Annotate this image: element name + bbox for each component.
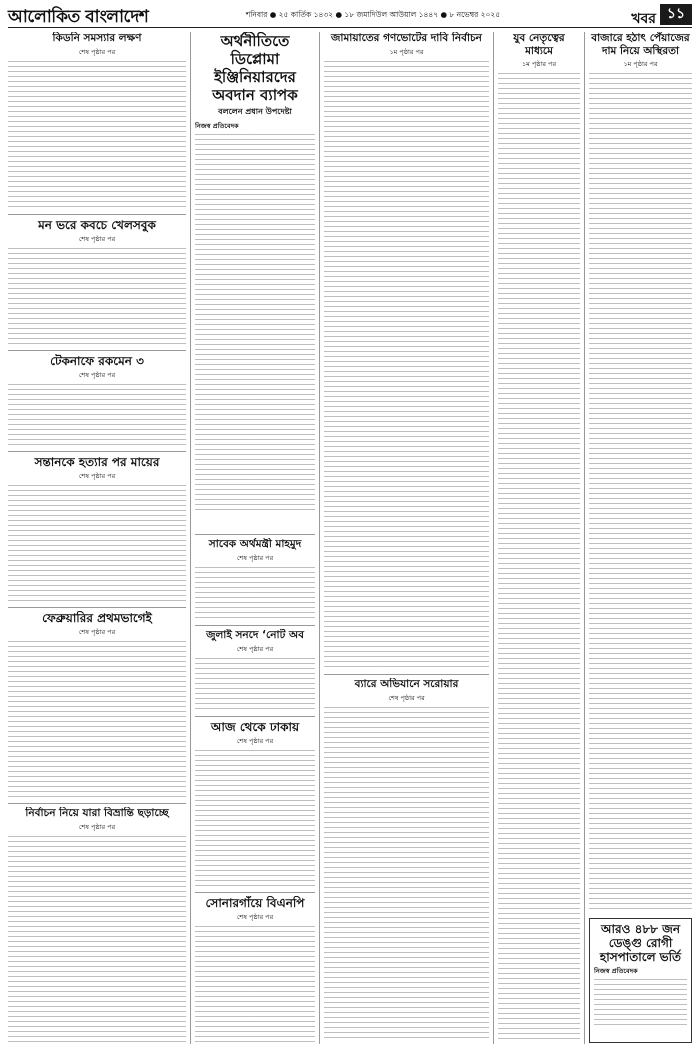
text-lines — [8, 836, 186, 1043]
headline: টেকনাফে রকমেন ৩ — [50, 354, 144, 368]
article-dengue[interactable] — [589, 918, 692, 1043]
text-lines — [589, 73, 692, 912]
headline: কিডনি সমস্যার লক্ষণ — [52, 32, 142, 44]
article-sabek[interactable] — [195, 538, 315, 623]
continued-label: ১ম পৃষ্ঠার পর — [521, 60, 557, 69]
masthead — [8, 4, 692, 28]
article-mon[interactable] — [8, 218, 186, 348]
text-lines — [8, 641, 186, 801]
text-lines — [8, 485, 186, 605]
headline: জুলাই সনদে ‘নোট অব — [206, 629, 304, 641]
headline: আরও ৪৮৮ জন ডেঙ্গু রোগী হাসপাতালে ভর্তি — [599, 922, 682, 964]
column-rule — [493, 32, 494, 1044]
article-bridge[interactable] — [324, 678, 489, 1043]
section-name: খবর — [631, 11, 656, 27]
continued-label: শেষ পৃষ্ঠার পর — [78, 822, 116, 831]
text-lines — [324, 61, 489, 671]
article-technique[interactable] — [8, 354, 186, 449]
byline: নিজস্ব প্রতিবেদক — [594, 967, 638, 976]
divider — [8, 350, 186, 351]
headline: বাজারে হঠাৎ পেঁয়াজের দাম নিয়ে অস্থিরতা — [591, 32, 690, 57]
continued-label: শেষ পৃষ্ঠার পর — [78, 235, 116, 244]
article-kidney[interactable] — [8, 32, 186, 212]
headline: নির্বাচন নিয়ে যারা বিভ্রান্তি ছড়াচ্ছে — [25, 807, 169, 819]
continued-label: শেষ পৃষ্ঠার পর — [388, 693, 425, 702]
divider — [8, 607, 186, 608]
subheadline: বললেন প্রধান উপদেষ্টা — [218, 107, 292, 116]
headline: ফেব্রুয়ারির প্রথমভাগেই — [42, 611, 152, 625]
column-rule — [319, 32, 320, 1044]
article-sontan[interactable] — [8, 455, 186, 605]
page-number: ১১ — [660, 4, 692, 25]
article-nirbachon[interactable] — [8, 807, 186, 1043]
divider — [8, 803, 186, 804]
text-lines — [324, 707, 489, 1042]
continued-label: শেষ পৃষ্ঠার পর — [78, 472, 116, 481]
divider — [195, 716, 315, 717]
continued-label: শেষ পৃষ্ঠার পর — [236, 913, 274, 922]
text-lines — [8, 61, 186, 211]
continued-label: শেষ পৃষ্ঠার পর — [236, 644, 274, 653]
article-aaj[interactable] — [195, 720, 315, 890]
continued-label: শেষ পৃষ্ঠার পর — [236, 737, 274, 746]
text-lines — [195, 134, 315, 514]
text-lines — [195, 750, 315, 890]
text-lines — [498, 73, 580, 1043]
headline: সন্তানকে হত্যার পর মায়ের — [34, 455, 160, 469]
headline: অর্থনীতিতে ডিপ্লোমা ইঞ্জিনিয়ারদের অবদান ব্যাপক — [212, 32, 298, 104]
column-rule — [584, 32, 585, 1044]
newspaper-logo[interactable]: আলোকিত বাংলাদেশ — [8, 7, 149, 27]
article-jamaat[interactable] — [324, 32, 489, 672]
divider — [324, 674, 489, 675]
article-jubo[interactable] — [498, 32, 580, 1043]
article-july[interactable] — [195, 629, 315, 714]
continued-label: শেষ পৃষ্ঠার পর — [78, 628, 116, 637]
headline: জামায়াতের গণভোটের দাবি নির্বাচন — [331, 32, 482, 44]
column-rule — [190, 32, 191, 1044]
continued-label: শেষ পৃষ্ঠার পর — [78, 47, 116, 56]
divider — [8, 214, 186, 215]
text-lines — [8, 384, 186, 449]
text-lines — [195, 926, 315, 1043]
divider — [195, 625, 315, 626]
divider — [195, 892, 315, 893]
article-diploma[interactable] — [195, 32, 315, 532]
article-february[interactable] — [8, 611, 186, 801]
continued-label: শেষ পৃষ্ঠার পর — [78, 371, 116, 380]
text-lines — [8, 248, 186, 348]
headline: সাবেক অর্থমন্ত্রী মাহমুদ — [208, 538, 302, 550]
continued-label: ১ম পৃষ্ঠার পর — [389, 47, 424, 56]
headline: মন ভরে কবচে খেলসবুক — [38, 218, 156, 232]
continued-label: শেষ পৃষ্ঠার পর — [236, 553, 274, 562]
byline: নিজস্ব প্রতিবেদক — [195, 122, 239, 130]
article-bazar[interactable] — [589, 32, 692, 912]
text-lines — [195, 567, 315, 622]
headline: সোনারগাঁয়ে বিএনপি — [205, 896, 305, 910]
headline: আজ থেকে ঢাকায় — [210, 720, 300, 734]
headline: যুব নেতৃত্বের মাধ্যমে — [513, 32, 565, 57]
divider — [8, 451, 186, 452]
text-lines — [195, 658, 315, 713]
divider — [195, 534, 315, 535]
text-lines — [594, 979, 687, 1029]
dateline: শনিবার ● ২৫ কার্তিক ১৪৩২ ● ১৮ জমাদিউল আউয়াল ১৪৪৭ ● ৮ নভেম্বর ২০২৫ — [245, 10, 501, 19]
continued-label: ১ম পৃষ্ঠার পর — [623, 60, 658, 69]
headline: ব্যারে অভিযানে সরোয়ার — [354, 678, 459, 690]
article-sonargaon[interactable] — [195, 896, 315, 1043]
